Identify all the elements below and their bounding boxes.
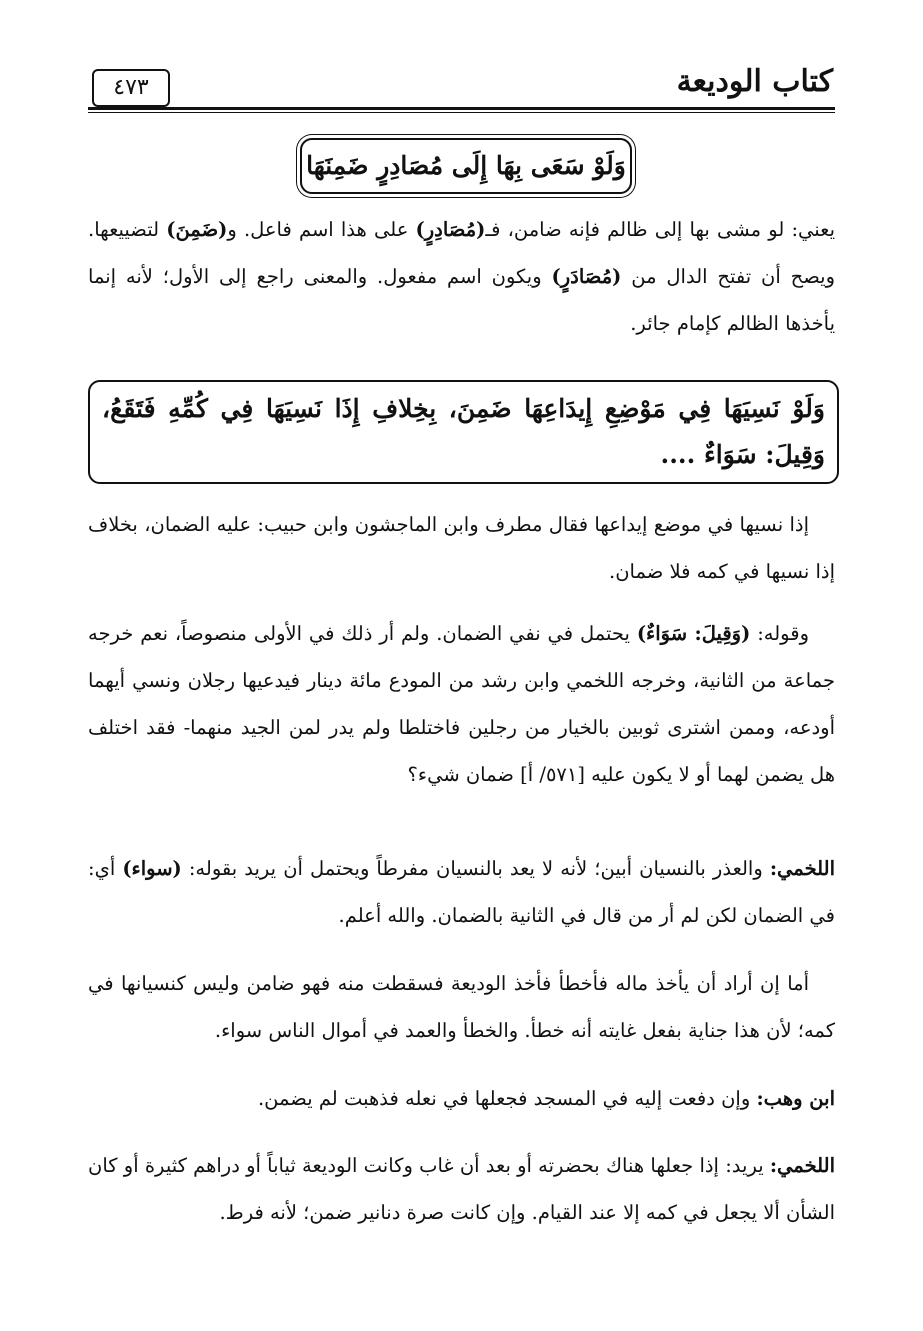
text-segment: لتضييعها. ويصح أن تفتح الدال من [88, 218, 835, 288]
text-segment: وقوله: [750, 622, 809, 645]
header-rule-thin [88, 112, 835, 113]
text-segment: أي: في الضمان لكن لم أر من قال في الثانية بالضمان. والله أعلم. [88, 857, 835, 927]
commentary-paragraph-2 [88, 501, 835, 595]
commentary-paragraph-6 [88, 1075, 835, 1122]
commentary-paragraph-4 [88, 845, 835, 939]
commentary-paragraph-3 [88, 610, 835, 798]
speaker-label: اللخمي: [769, 1154, 835, 1177]
page-number: ٤٧٣ [92, 69, 170, 107]
quoted-term: (وَقِيلَ: سَوَاءٌ) [636, 622, 751, 645]
text-segment: يحتمل في نفي الضمان. ولم أر ذلك في الأولى منصوصاً، نعم خرجه جماعة من الثانية، وخرجه اللخمي وابن رشد من المودع مائة دينار فيدعيها رجلان ونسي أيهما أودعه، وممن اشترى ثوبين بالخيار من رجلين فاختلطا ولم يدر لمن الجيد منهما- فقد اختلف هل يضمن لهما أو لا يكون عليه [٥٧١/ أ] ضمان شيء؟ [88, 622, 835, 786]
quoted-term: (مُصَادِرٍ) [415, 218, 486, 241]
running-title: كتاب الوديعة [676, 64, 833, 99]
commentary-paragraph-5 [88, 960, 835, 1054]
text-segment: والعذر بالنسيان أبين؛ لأنه لا يعد بالنسيان مفرطاً ويحتمل أن يريد بقوله: [181, 857, 770, 880]
quoted-term: (ضَمِنَ) [166, 218, 228, 241]
text-segment: يريد: إذا جعلها هناك بحضرته أو بعد أن غاب وكانت الوديعة ثياباً أو دراهم كثيرة أو كان الشأن ألا يجعل في كمه إلا عند القيام. وإن كانت صرة دنانير ضمن؛ لأنه فرط. [88, 1154, 835, 1224]
speaker-label: ابن وهب: [756, 1087, 835, 1110]
quoted-term: (مُصَادَرٍ) [551, 265, 622, 288]
matn-box-second: وَلَوْ نَسِيَهَا فِي مَوْضِعِ إِيدَاعِهَا ضَمِنَ، بِخِلافِ إِذَا نَسِيَهَا فِي كُمِّهِ فَتَقَعُ، وَقِيلَ: سَوَاءٌ .... [88, 380, 839, 484]
quoted-term: (سواء) [122, 857, 182, 880]
text-segment: يعني: لو مشى بها إلى ظالم فإنه ضامن، فـ [485, 218, 835, 241]
commentary-paragraph-1 [88, 206, 835, 347]
text-segment: إذا نسيها في موضع إيداعها فقال مطرف وابن الماجشون وابن حبيب: عليه الضمان، بخلاف إذا نسيها في كمه فلا ضمان. [88, 513, 835, 583]
text-segment: أما إن أراد أن يأخذ ماله فأخطأ فأخذ الوديعة فسقطت منه فهو ضامن وليس كنسيانها في كمه؛ لأن هذا جناية بفعل غايته أنه خطأ. والخطأ والعمد في أموال الناس سواء. [88, 972, 835, 1042]
header-rule [88, 107, 835, 110]
text-segment: وإن دفعت إليه في المسجد فجعلها في نعله فذهبت لم يضمن. [257, 1087, 757, 1110]
text-segment: ويكون اسم مفعول. والمعنى راجع إلى الأول؛ لأنه إنما يأخذها الظالم كإمام جائر. [88, 265, 835, 335]
text-segment: على هذا اسم فاعل. و [227, 218, 416, 241]
speaker-label: اللخمي: [769, 857, 835, 880]
matn-box-first: وَلَوْ سَعَى بِهَا إِلَى مُصَادِرٍ ضَمِنَهَا [300, 138, 632, 194]
commentary-paragraph-7 [88, 1142, 835, 1236]
